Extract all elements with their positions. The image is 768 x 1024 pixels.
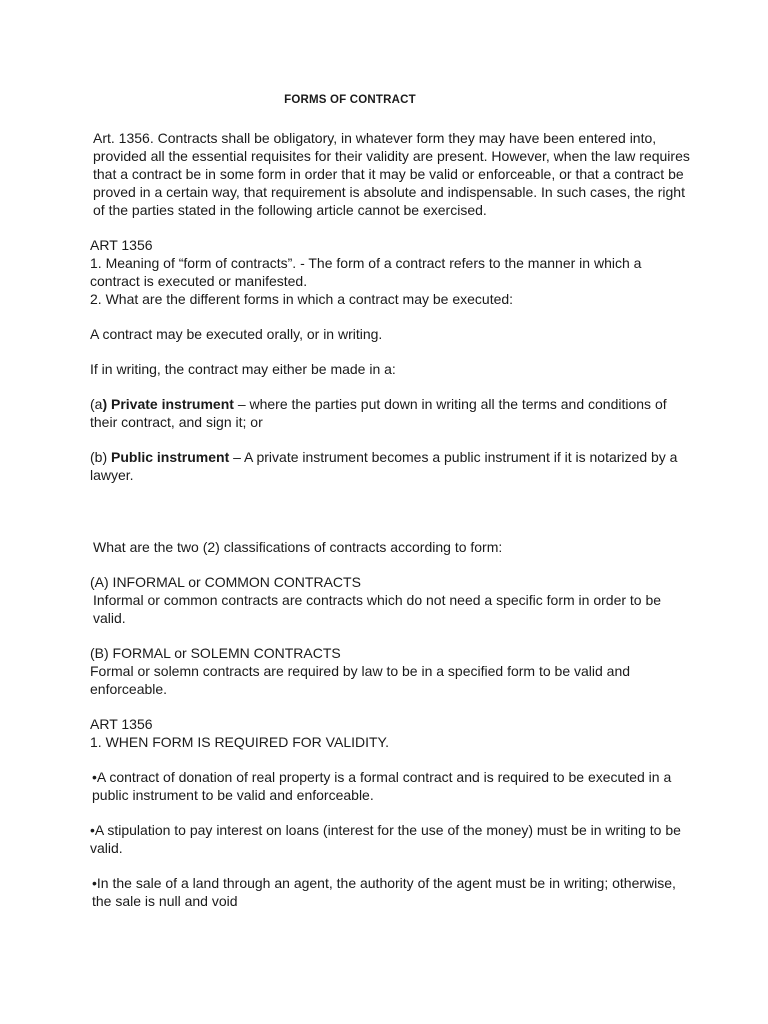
bullet-item: •A stipulation to pay interest on loans (interest for the use of the money) must be in writing to be valid. bbox=[90, 822, 681, 856]
oral-or-writing-paragraph: A contract may be executed orally, or in writing. bbox=[90, 326, 383, 342]
private-instrument-definition: – where the parties put down in writing all the terms and conditions of their contract, and sign it; or bbox=[90, 396, 667, 430]
private-instrument-term: ) Private instrument bbox=[102, 396, 234, 412]
formal-contracts-text: Formal or solemn contracts are required by law to be in a specified form to be valid and enforceable. bbox=[90, 663, 631, 697]
informal-contracts-text: Informal or common contracts are contracts which do not need a specific form in order to be valid. bbox=[93, 592, 662, 626]
public-instrument-prefix: (b) bbox=[90, 449, 111, 465]
bullet-item: •In the sale of a land through an agent, the authority of the agent must be in writing; otherwise, the sale is null and void bbox=[92, 875, 676, 909]
formal-contracts-heading: (B) FORMAL or SOLEMN CONTRACTS bbox=[90, 645, 341, 661]
classification-question: What are the two (2) classifications of contracts according to form: bbox=[93, 539, 503, 555]
article-1356-paragraph: Art. 1356. Contracts shall be obligatory, in whatever form they may have been entered into, provided all the essential requisites for their validity are present. However, when the law requires that a contract be in some form in order that it may be valid or enforceable, or that a contract be proved in a certain way, that requirement is absolute and indispensable. In such cases, the right of the parties stated in the following article cannot be exercised. bbox=[93, 130, 690, 218]
document-title: FORMS OF CONTRACT bbox=[284, 94, 416, 106]
section-heading: ART 1356 bbox=[90, 237, 153, 253]
document-body bbox=[90, 129, 690, 910]
private-instrument-prefix: (a bbox=[90, 396, 103, 412]
meaning-item: 1. Meaning of “form of contracts”. - The form of a contract refers to the manner in which a contract is executed or manifested. bbox=[90, 255, 642, 289]
bullet-item: •A contract of donation of real property is a formal contract and is required to be executed in a public instrument to be valid and enforceable. bbox=[92, 769, 672, 803]
in-writing-paragraph: If in writing, the contract may either be made in a: bbox=[90, 361, 396, 377]
informal-contracts-heading: (A) INFORMAL or COMMON CONTRACTS bbox=[90, 574, 361, 590]
forms-item: 2. What are the different forms in which a contract may be executed: bbox=[90, 291, 514, 307]
private-instrument-paragraph bbox=[90, 395, 690, 431]
section-heading: ART 1356 bbox=[90, 716, 153, 732]
public-instrument-definition: – A private instrument becomes a public instrument if it is notarized by a lawyer. bbox=[90, 449, 678, 483]
public-instrument-term: Public instrument bbox=[111, 449, 230, 465]
public-instrument-paragraph bbox=[90, 448, 690, 484]
form-for-validity-heading: 1. WHEN FORM IS REQUIRED FOR VALIDITY. bbox=[90, 734, 389, 750]
